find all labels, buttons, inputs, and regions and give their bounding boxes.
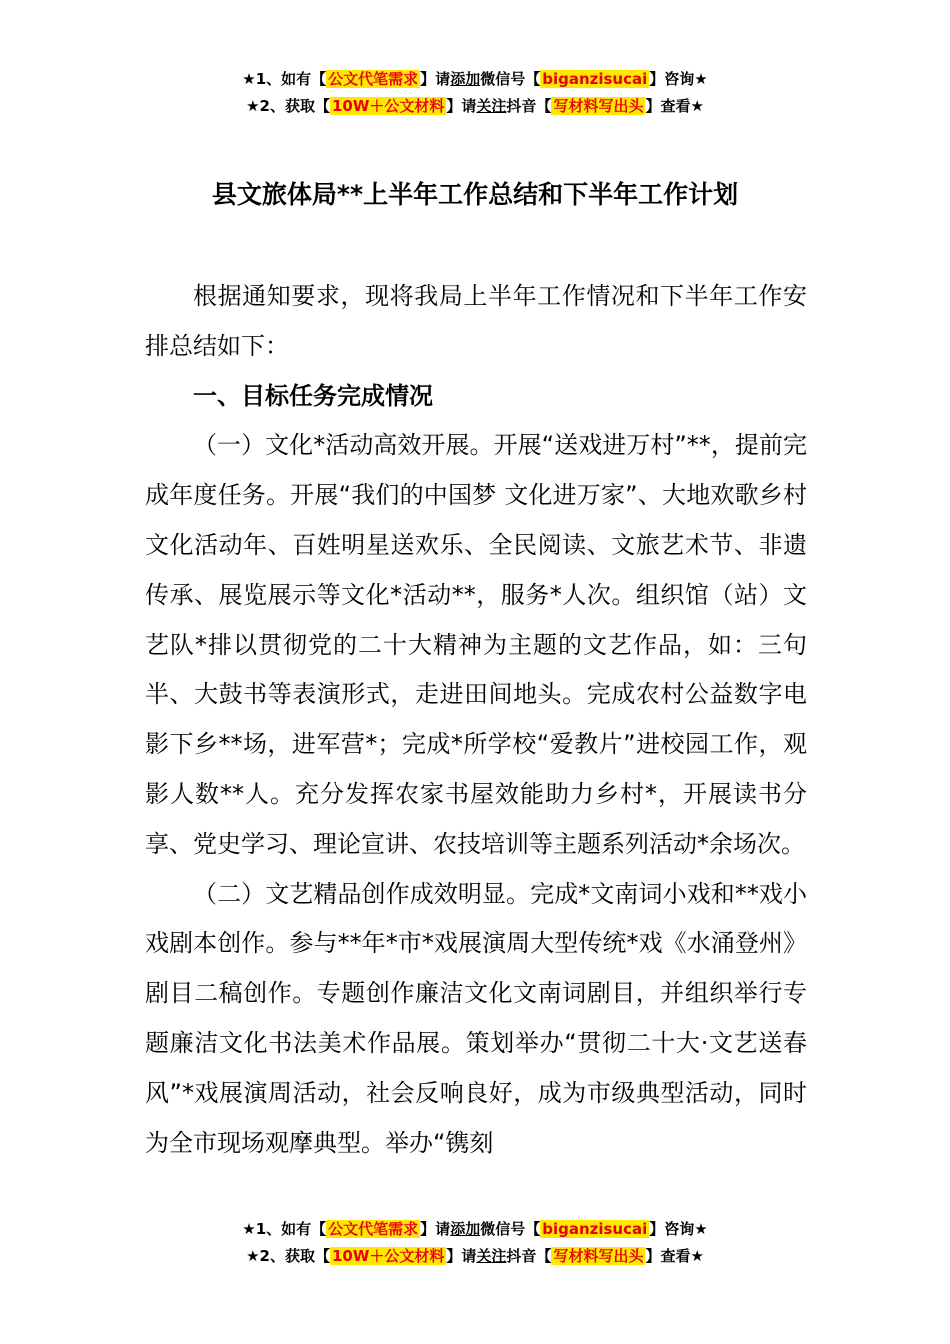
underlined-text: 关注 [476,97,507,115]
wechat-id: biganzisucai [542,70,648,88]
section-heading: 一、目标任务完成情况 [193,381,433,410]
douyin-account: 写材料写出头 [553,1247,644,1265]
banner-text: 】查看★ [645,1247,704,1265]
body-paragraph: （一）文化*活动高效开展。开展“送戏进万村”**，提前完成年度任务。开展“我们的中国梦 文化进万家”、大地欢歌乡村文化活动年、百姓明星送欢乐、全民阅读、文旅艺术节、非遗传承、展览展示等文化*活动**，服务*人次。组织馆（站）文艺队*排以贯彻党的二十大精神为主题的文艺作品，如：三句半、大鼓书等表演形式，走进田间地头。完成农村公益数字电影下乡**场，进军营*；完成*所学校“爱教片”进校园工作，观影人数**人。充分发挥农家书屋效能助力乡村*，开展读书分享、党史学习、理论宣讲、农技培训等主题系列活动*余场次。 [145,431,807,858]
highlight-text: 公文代笔需求 [328,70,419,88]
document-title: 县文旅体局**上半年工作总结和下半年工作计划 [211,180,739,209]
banner-text: 】请 [420,70,451,88]
highlight-text: 公文代笔需求 [328,1220,419,1238]
wechat-id: biganzisucai [542,1220,648,1238]
banner-text: 微信号【 [480,1220,541,1238]
body-paragraph: （二）文艺精品创作成效明显。完成*文南词小戏和**戏小戏剧本创作。参与**年*市*戏展演周大型传统*戏《水涌登州》剧目二稿创作。专题创作廉洁文化文南词剧目，并组织举行专题廉洁文化书法美术作品展。策划举办“贯彻二十大·文艺送春风”*戏展演周活动，社会反响良好，成为市级典型活动，同时为全市现场观摩典型。举办“镌刻 [145,879,807,1157]
banner-text: 微信号【 [480,70,541,88]
banner-text: ★1、如有【 [242,1220,327,1238]
banner-text: 抖音【 [506,1247,552,1265]
banner-text: ★2、获取【 [246,1247,330,1265]
intro-paragraph: 根据通知要求，现将我局上半年工作情况和下半年工作安排总结如下： [145,282,807,360]
underlined-text: 关注 [476,1247,507,1265]
banner-text: 】请 [446,1247,477,1265]
footer-banner [0,1216,950,1270]
banner-text: 抖音【 [506,97,552,115]
banner-line-1 [0,1216,950,1243]
banner-line-2 [0,1243,950,1270]
banner-text: 】咨询★ [649,1220,708,1238]
header-banner [0,66,950,120]
banner-text: ★1、如有【 [242,70,327,88]
banner-text: 】查看★ [645,97,704,115]
underlined-text: 添加 [450,70,481,88]
douyin-account: 写材料写出头 [553,97,644,115]
banner-text: 】请 [420,1220,451,1238]
underlined-text: 添加 [450,1220,481,1238]
highlight-text: 10W＋公文材料 [331,97,445,115]
banner-text: 】请 [446,97,477,115]
document-body [145,272,807,1168]
banner-line-2 [0,93,950,120]
banner-text: 】咨询★ [649,70,708,88]
highlight-text: 10W＋公文材料 [331,1247,445,1265]
banner-text: ★2、获取【 [246,97,330,115]
banner-line-1 [0,66,950,93]
